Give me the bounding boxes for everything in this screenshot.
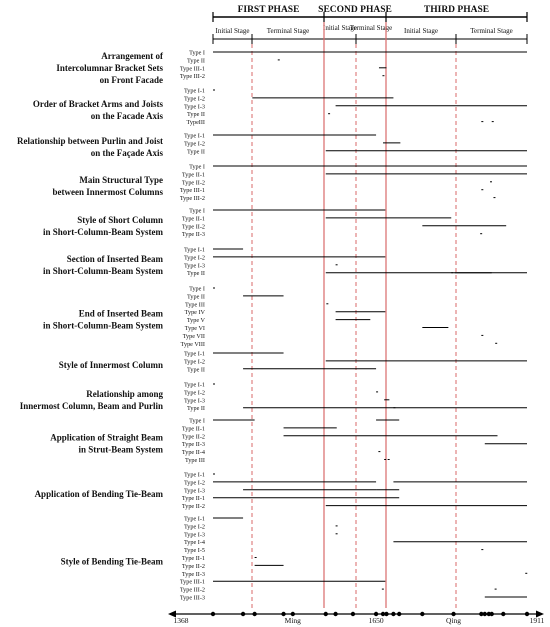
axis-dot (483, 612, 487, 616)
type-label: Type I-2 (183, 479, 205, 487)
type-label: Type III-1 (179, 578, 205, 586)
phase-label: FIRST PHASE (237, 5, 300, 15)
stage-label: Initial Stage (322, 24, 358, 32)
type-label: Type IV (184, 309, 205, 317)
type-label: Type I-2 (183, 95, 205, 103)
type-label: Type III-1 (179, 187, 205, 195)
group-title: Order of Bracket Arms and Joists (32, 98, 163, 109)
type-label: Type II-1 (181, 171, 205, 179)
type-label: Type III-2 (179, 195, 205, 203)
type-label: Type I-2 (183, 358, 205, 366)
type-label: Type I-5 (183, 547, 205, 555)
group-title: between Innermost Columns (52, 186, 163, 197)
axis-dot (333, 612, 337, 616)
type-label: Type III (184, 457, 205, 464)
stage-label: Initial Stage (215, 27, 250, 35)
type-label: Type I-2 (183, 523, 205, 531)
type-label: Type I (189, 417, 205, 425)
type-label: Type II-2 (181, 503, 205, 511)
group-title: Arrangement of (101, 50, 163, 61)
group-title: on the Facade Axis (90, 110, 163, 121)
type-label: Type VI (184, 325, 205, 332)
type-label: Type III-2 (179, 73, 205, 81)
type-label: Type I (189, 163, 205, 171)
group-title: End of Inserted Beam (78, 308, 163, 319)
axis-dot (490, 612, 494, 616)
axis-dot (525, 612, 529, 616)
axis-tick-label: Qing (446, 616, 462, 625)
type-label: Type II-3 (181, 570, 205, 578)
type-label: Type II-2 (181, 433, 205, 441)
type-label: Type III-3 (179, 594, 205, 602)
group-title: Innermost Column, Beam and Purlin (19, 400, 163, 411)
stage-label: Terminal Stage (349, 24, 393, 32)
type-label: Type I (189, 285, 205, 293)
group-title: Application of Straight Beam (50, 432, 163, 443)
type-label: Type I-1 (183, 246, 205, 254)
group-title: Style of Bending Tie-Beam (60, 556, 163, 567)
type-label: Type II-3 (181, 231, 205, 239)
type-label: Type I-3 (183, 487, 205, 495)
type-label: Type II-4 (181, 449, 205, 457)
type-label: Type I-1 (183, 515, 205, 523)
type-label: Type II (187, 405, 205, 413)
group-title: Application of Bending Tie-Beam (34, 488, 163, 499)
type-label: Type I-1 (183, 381, 205, 389)
axis-tick-label: 1650 (368, 616, 384, 625)
type-label: Type III-2 (179, 586, 205, 594)
type-label: Type I-3 (183, 262, 205, 270)
type-label: Type I-1 (183, 132, 205, 140)
type-label: TypeIII (186, 119, 205, 127)
type-label: Type V (186, 317, 205, 325)
group-title: Relationship among (86, 388, 163, 399)
type-label: Type I-1 (183, 87, 205, 95)
group-title: on the Façade Axis (90, 147, 163, 158)
phase-label: SECOND PHASE (318, 5, 392, 15)
axis-dot (252, 612, 256, 616)
axis-dot (384, 612, 388, 616)
type-label: Type II (187, 270, 205, 278)
type-label: Type II (187, 111, 205, 119)
type-label: Type I-1 (183, 350, 205, 358)
group-title: in Short-Column-Beam System (42, 265, 163, 276)
type-label: Type II-2 (181, 179, 205, 187)
axis-dot (501, 612, 505, 616)
type-label: Type II-1 (181, 555, 205, 562)
axis-dot (391, 612, 395, 616)
type-label: Type I-3 (183, 531, 205, 539)
type-label: Type II-2 (181, 223, 205, 231)
axis-dot (420, 612, 424, 616)
type-label: Type VII (182, 332, 205, 340)
axis-dot (211, 612, 215, 616)
stage-label: Terminal Stage (470, 27, 513, 35)
type-label: Type II-3 (181, 441, 205, 449)
stage-label: Initial Stage (403, 27, 439, 35)
type-label: Type I (189, 49, 205, 57)
type-label: Type II-1 (181, 425, 205, 433)
group-title: Relationship between Purlin and Joist (16, 135, 163, 146)
axis-tick-label: 1368 (173, 616, 189, 625)
type-label: Type III-1 (179, 65, 205, 73)
type-label: Type II (187, 293, 205, 301)
axis-dot (241, 612, 245, 616)
axis-tick-label: Ming (284, 616, 301, 625)
type-label: Type I-2 (183, 254, 205, 262)
type-label: Type I-4 (183, 539, 205, 547)
axis-dot (324, 612, 328, 616)
group-title: Intercolumnar Bracket Sets (56, 62, 163, 73)
type-label: Type I-2 (183, 140, 205, 148)
type-label: Type III (184, 301, 205, 309)
type-label: Type II-1 (181, 495, 205, 503)
group-title: in Short-Column-Beam System (42, 226, 163, 237)
type-label: Type I-1 (183, 471, 205, 479)
axis-tick-label: 1911 (529, 616, 545, 625)
group-title: in Strut-Beam System (78, 444, 163, 455)
type-label: Type I (189, 207, 205, 215)
type-label: Type I-3 (183, 103, 205, 111)
type-label: Type II (187, 148, 205, 156)
phase-label: THIRD PHASE (423, 5, 490, 15)
type-label: Type II (187, 366, 205, 374)
group-title: Style of Short Column (77, 214, 163, 225)
type-label: Type II (187, 57, 205, 65)
group-title: Main Structural Type (79, 174, 163, 185)
stage-label: Terminal Stage (266, 27, 310, 35)
group-title: on Front Facade (99, 74, 163, 85)
group-title: Style of Innermost Column (58, 359, 163, 370)
type-label: Type VIII (180, 340, 205, 348)
type-label: Type I-2 (183, 389, 205, 397)
type-label: Type II-1 (181, 215, 205, 223)
group-title: Section of Inserted Beam (66, 253, 163, 264)
type-label: Type II-2 (181, 562, 205, 570)
axis-dot (397, 612, 401, 616)
group-title: in Short-Column-Beam System (42, 320, 163, 331)
type-label: Type I-3 (183, 397, 205, 405)
axis-dot (351, 612, 355, 616)
